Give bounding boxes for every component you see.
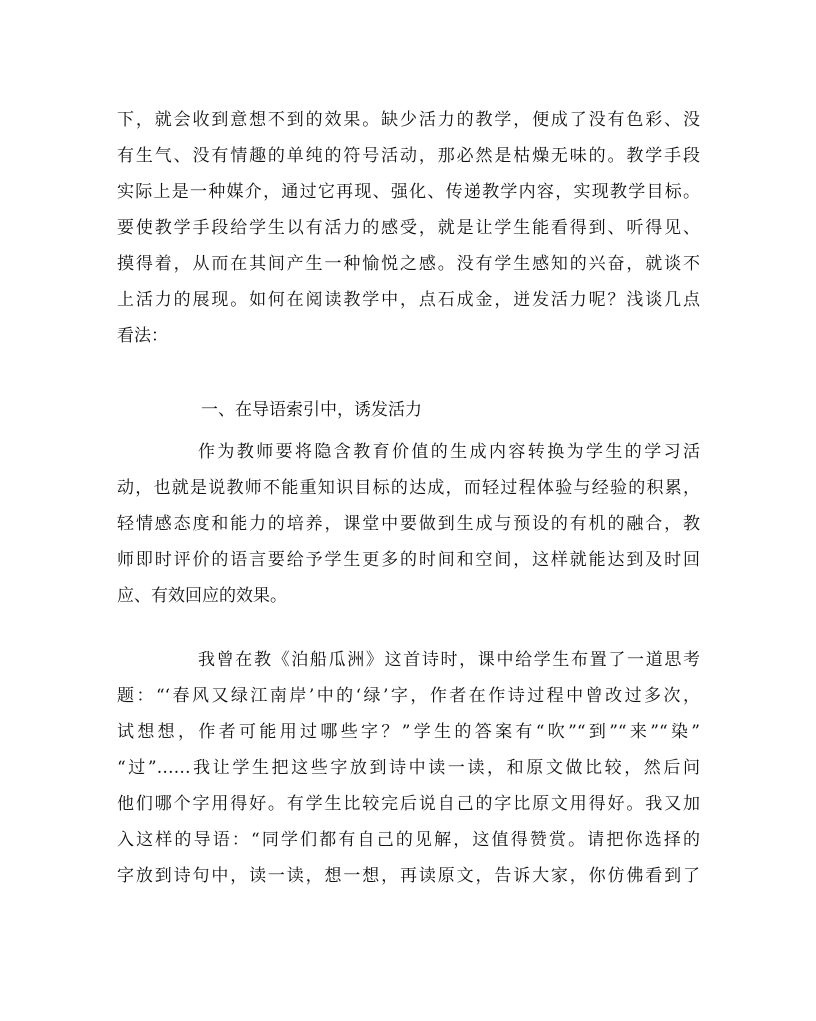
paragraph-line: 轻情感态度和能力的培养，课堂中要做到生成与预设的有机的融合，教 [117, 514, 700, 534]
paragraph-line: 题：“‘春风又绿江南岸’中的‘绿’字，作者在作诗过程中曾改过多次， [117, 686, 700, 706]
paragraph-2 [117, 434, 700, 614]
paragraph-line: 有生气、没有情趣的单纯的符号活动，那必然是枯燥无味的。教学手段 [117, 146, 700, 166]
paragraph-line: 应、有效回应的效果。 [117, 586, 287, 606]
paragraph-line: 动，也就是说教师不能重知识目标的达成，而轻过程体验与经验的积累， [117, 478, 700, 498]
paragraph-line: 入这样的导语：“同学们都有自己的见解，这值得赞赏。请把你选择的 [117, 830, 700, 850]
paragraph-1 [117, 102, 700, 354]
paragraph-line: 我曾在教《泊船瓜洲》这首诗时，课中给学生布置了一道思考 [198, 650, 700, 670]
paragraph-line: 摸得着，从而在其间产生一种愉悦之感。没有学生感知的兴奋，就谈不 [117, 254, 700, 274]
paragraph-line: 师即时评价的语言要给予学生更多的时间和空间，这样就能达到及时回 [117, 550, 700, 570]
paragraph-line: 要使教学手段给学生以有活力的感受，就是让学生能看得到、听得见、 [117, 218, 700, 238]
paragraph-line: 实际上是一种媒介，通过它再现、强化、传递教学内容，实现教学目标。 [117, 182, 700, 202]
paragraph-line: 作为教师要将隐含教育价值的生成内容转换为学生的学习活 [198, 442, 700, 462]
paragraph-line: “过”……我让学生把这些字放到诗中读一读，和原文做比较，然后问 [117, 758, 700, 778]
paragraph-line: 看法： [117, 326, 168, 346]
paragraph-line: 字放到诗句中，读一读，想一想，再读原文，告诉大家，你仿佛看到了 [117, 866, 700, 886]
paragraph-3 [117, 642, 700, 894]
section-heading-block [117, 392, 700, 428]
paragraph-line: 他们哪个字用得好。有学生比较完后说自己的字比原文用得好。我又加 [117, 794, 700, 814]
paragraph-line: 上活力的展现。如何在阅读教学中，点石成金，迸发活力呢？浅谈几点 [117, 290, 700, 310]
paragraph-line: 试想想，作者可能用过哪些字？”学生的答案有“吹”“到”“来”“染” [117, 722, 700, 742]
paragraph-line: 下，就会收到意想不到的效果。缺少活力的教学，便成了没有色彩、没 [117, 110, 700, 130]
section-heading: 一、在导语索引中，诱发活力 [201, 400, 422, 420]
